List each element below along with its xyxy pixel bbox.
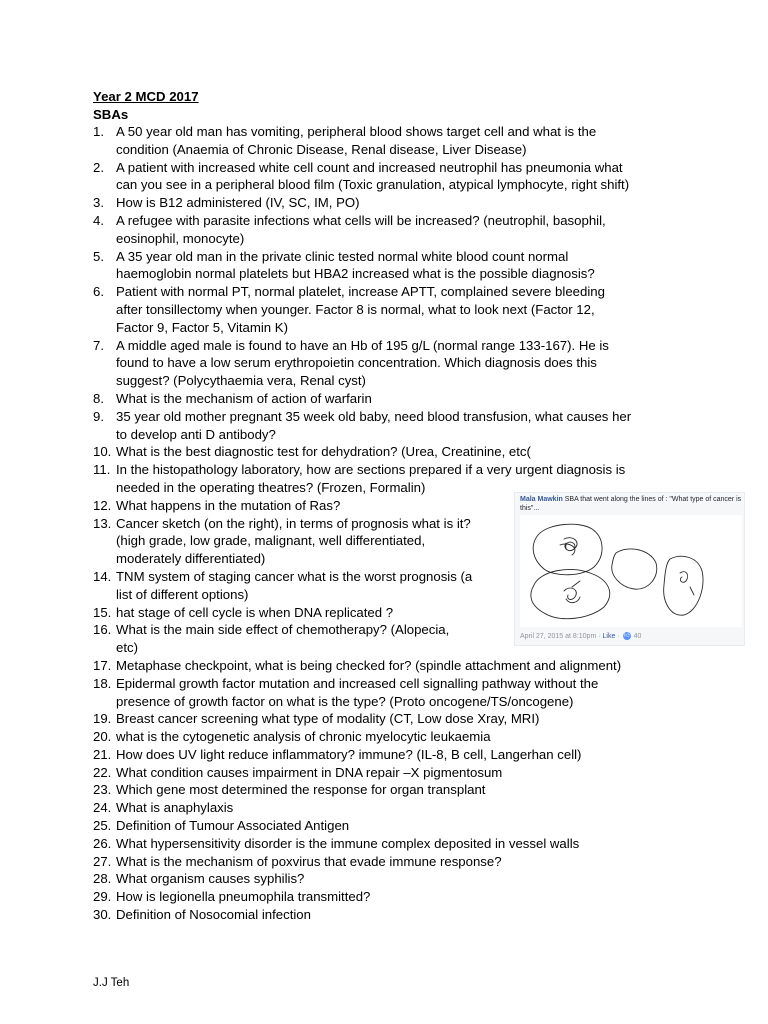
fb-comment-text: SBA that went along the lines of : "What type of cancer is this"... [520, 496, 742, 512]
question-item [93, 728, 631, 746]
question-text-line: What is the mechanism of poxvirus that evade immune response? [116, 853, 502, 869]
fb-separator: · [598, 633, 601, 640]
question-text-line: What is the mechanism of action of warfarin [116, 390, 372, 406]
question-number: 8. [93, 390, 104, 406]
question-item [93, 835, 631, 853]
question-text-line: eosinophil, monocyte) [116, 230, 245, 246]
question-item [93, 390, 631, 408]
question-number: 1. [93, 124, 104, 139]
question-text-line: moderately differentiated) [116, 551, 266, 567]
question-text-line: A refugee with parasite infections what cells will be increased? (neutrophil, basophil, [116, 212, 606, 228]
question-text-line: hat stage of cell cycle is when DNA replicated ? [116, 604, 394, 620]
question-number: 21. [93, 746, 112, 762]
question-text-line: Epidermal growth factor mutation and increased cell signalling pathway without the [116, 675, 599, 691]
question-number: 3. [93, 195, 104, 211]
question-number: 17. [93, 657, 112, 673]
question-item [93, 870, 631, 888]
sketch-cell-middle [612, 549, 657, 589]
question-item [93, 817, 631, 835]
question-text-line: after tonsillectomy when younger. Factor 8 is normal, what to look next (Factor 12, [116, 301, 595, 317]
question-number: 27. [93, 853, 112, 869]
fb-comment-header [520, 496, 742, 513]
fb-comment-footer [520, 632, 641, 641]
question-text-line: suggest? (Polycythaemia vera, Renal cyst) [116, 373, 366, 389]
question-number: 26. [93, 835, 112, 851]
question-text-line: What happens in the mutation of Ras? [116, 497, 341, 513]
question-number: 23. [93, 782, 112, 798]
question-text-line: A 35 year old man in the private clinic tested normal white blood count normal [116, 248, 569, 264]
fb-comment-author: Mala Mawkin [520, 496, 563, 503]
question-text-line: Definition of Nosocomial infection [116, 907, 311, 923]
question-item [93, 710, 631, 728]
question-item [93, 443, 631, 461]
question-number: 14. [93, 568, 112, 584]
question-text-line: etc) [116, 640, 138, 656]
question-text-line: What hypersensitivity disorder is the immune complex deposited in vessel walls [116, 835, 580, 851]
question-item [93, 888, 631, 906]
question-text-line: Metaphase checkpoint, what is being checked for? (spindle attachment and alignment) [116, 657, 622, 673]
question-text-line: Definition of Tumour Associated Antigen [116, 818, 350, 834]
question-text-line: TNM system of staging cancer what is the worst prognosis (a [116, 568, 473, 584]
question-item [93, 764, 631, 782]
question-text-line: How is B12 administered (IV, SC, IM, PO) [116, 195, 360, 211]
question-text-line: what is the cytogenetic analysis of chronic myelocytic leukaemia [116, 729, 491, 745]
question-number: 22. [93, 764, 112, 780]
question-text-line: A 50 year old man has vomiting, peripheral blood shows target cell and what is the [116, 124, 597, 139]
question-text-line: haemoglobin normal platelets but HBA2 increased what is the possible diagnosis? [116, 266, 595, 282]
question-text-line: What organism causes syphilis? [116, 871, 305, 887]
question-text-line: Factor 9, Factor 5, Vitamin K) [116, 319, 288, 335]
question-number: 30. [93, 907, 112, 923]
question-text-line: found to have a low serum erythropoietin concentration. Which diagnosis does this [116, 355, 597, 371]
question-text-line: presence of growth factor on what is the type? (Proto oncogene/TS/oncogene) [116, 693, 574, 709]
question-text-line: In the histopathology laboratory, how are sections prepared if a very urgent diagnosis is [116, 462, 626, 478]
question-number: 2. [93, 159, 104, 175]
document-subtitle: SBAs [93, 107, 129, 122]
question-item [93, 906, 631, 924]
question-number: 12. [93, 497, 112, 513]
fb-separator: · [617, 633, 620, 640]
question-text-line: can you see in a peripheral blood film (Toxic granulation, atypical lymphocyte, right shift) [116, 177, 630, 193]
question-number: 20. [93, 729, 112, 745]
question-item [93, 123, 631, 159]
question-number: 29. [93, 889, 112, 905]
question-item [93, 853, 631, 871]
fb-like-link[interactable]: Like [602, 633, 616, 640]
question-item [93, 212, 631, 248]
question-text-line: A patient with increased white cell count and increased neutrophil has pneumonia what [116, 159, 623, 175]
question-item [93, 675, 631, 711]
sketch-nucleus-upper [560, 538, 577, 555]
question-item [93, 337, 631, 390]
sketch-nucleus-right [680, 572, 694, 595]
sketch-cell-right [664, 556, 703, 615]
document-author: J.J Teh [93, 977, 130, 989]
question-number: 16. [93, 622, 112, 638]
facebook-comment-screenshot [514, 492, 745, 646]
question-number: 5. [93, 248, 104, 264]
question-number: 19. [93, 711, 112, 727]
question-number: 9. [93, 408, 104, 424]
question-number: 18. [93, 675, 112, 691]
question-text-line: How is legionella pneumophila transmitted? [116, 889, 371, 905]
question-item [93, 657, 631, 675]
question-number: 24. [93, 800, 112, 816]
question-item [93, 746, 631, 764]
question-text-line: (high grade, low grade, malignant, well differentiated, [116, 533, 426, 549]
question-text-line: Which gene most determined the response for organ transplant [116, 782, 486, 798]
question-text-line: Patient with normal PT, normal platelet, increase APTT, complained severe bleeding [116, 284, 605, 300]
question-text-line: needed in the operating theatres? (Frozen, Formalin) [116, 479, 426, 495]
question-number: 4. [93, 212, 104, 228]
question-item [93, 799, 631, 817]
fb-like-count: 40 [633, 633, 642, 640]
fb-comment-timestamp: April 27, 2015 at 8:10pm [520, 633, 597, 640]
question-number: 25. [93, 818, 112, 834]
question-text-line: How does UV light reduce inflammatory? immune? (IL-8, B cell, Langerhan cell) [116, 746, 582, 762]
question-text-line: What is the main side effect of chemotherapy? (Alopecia, [116, 622, 450, 638]
question-item [93, 194, 631, 212]
question-text-line: Breast cancer screening what type of modality (CT, Low dose Xray, MRI) [116, 711, 540, 727]
question-text-line: to develop anti D antibody? [116, 426, 276, 442]
question-text-line: Cancer sketch (on the right), in terms of prognosis what is it? [116, 515, 471, 531]
sketch-cell-upper [533, 524, 602, 575]
question-text-line: condition (Anaemia of Chronic Disease, Renal disease, Liver Disease) [116, 141, 527, 157]
sketch-nucleus-lower [564, 581, 580, 603]
question-text-line: What condition causes impairment in DNA repair –X pigmentosum [116, 764, 503, 780]
cancer-sketch-image [520, 515, 742, 627]
question-item [93, 408, 631, 444]
question-text-line: What is the best diagnostic test for dehydration? (Urea, Creatinine, etc( [116, 444, 531, 460]
sketch-cell-lower [531, 569, 610, 618]
question-text-line: list of different options) [116, 586, 249, 602]
question-text-line: What is anaphylaxis [116, 800, 234, 816]
question-item [93, 248, 631, 284]
question-number: 11. [93, 462, 111, 478]
document-title: Year 2 MCD 2017 [93, 89, 199, 104]
question-text-line: 35 year old mother pregnant 35 week old baby, need blood transfusion, what causes her [116, 408, 632, 424]
question-item [93, 781, 631, 799]
question-number: 6. [93, 284, 104, 300]
question-number: 10. [93, 444, 112, 460]
question-number: 13. [93, 515, 112, 531]
question-item [93, 159, 631, 195]
question-text-line: A middle aged male is found to have an Hb of 195 g/L (normal range 133-167). He is [116, 337, 609, 353]
thumbs-up-icon: 👍︎ [623, 633, 630, 640]
question-number: 28. [93, 871, 112, 887]
question-number: 15. [93, 604, 112, 620]
question-number: 7. [93, 337, 104, 353]
question-item [93, 283, 631, 336]
